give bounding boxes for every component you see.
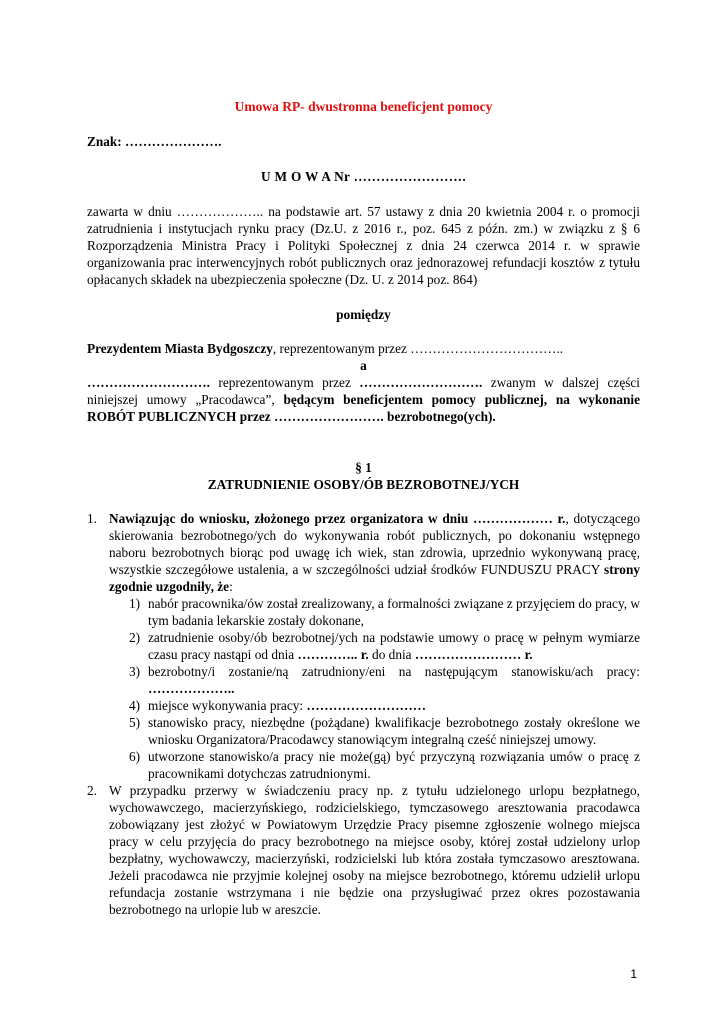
sub-clause-list [109,595,640,782]
party-two-beneficiary: będącym beneficjentem pomocy publicznej, na wykonanie ROBÓT PUBLICZNYCH przez ……………………. bezrobotnego(ych). [87,392,640,424]
party-two-text-1: reprezentowanym przez [210,375,360,390]
contract-heading: U M O W A Nr ……………………. [261,169,466,184]
clause-1-agreed: strony zgodnie uzgodniły, że [109,562,640,594]
sub-clause-item [109,748,640,782]
sub-clause-number: 4) [129,698,141,713]
party-two-text-2: zwanym w dalszej części niniejszej umowy „Pracodawca”, [87,375,640,407]
sub-clause-number: 1) [129,596,141,611]
sub-clause-item [109,663,640,697]
document-page [87,98,640,918]
reference-number: Znak: …………………. [87,134,222,149]
clause-number: 2. [87,783,97,798]
sub-clause-text: utworzone stanowisko/a pracy nie może(gą) być przyczyną rozwiązania umów o pracę z pracownikami dotychczas zatrudnionymi. [148,749,640,781]
sub-clause-item [109,714,640,748]
sub-clause-text: do dnia [368,647,415,662]
party-two-rep-blank: ………………………. [359,375,483,390]
sub-clause-number: 6) [129,749,141,764]
clause-1-text: , dotyczącego skierowania bezrobotnego/ych do wykonywania robót publicznych, po dokonaniu wstępnego naboru bezrobotnych biorąc pod uwagę ich wiek, stan zdrowia, uprzednio wykonywaną pracę, wszystkie szczegółowe ustalenia, a w szczególności udział środków FUNDUSZU PRACY [109,511,640,577]
party-one-name: Prezydentem Miasta Bydgoszczy [87,341,273,356]
sub-clause-item [109,629,640,663]
between-label: pomiędzy [336,307,391,322]
sub-clause-number: 3) [129,664,141,679]
party-two-name-blank: ………………………. [87,375,210,390]
clause-item-1 [87,510,640,782]
position-blank: ……………….. [148,681,235,696]
sub-clause-number: 5) [129,715,141,730]
end-date-blank: …………………… r. [414,647,533,662]
start-date-blank: ………….. r. [297,647,369,662]
clause-number: 1. [87,511,97,526]
document-title: Umowa RP- dwustronna beneficjent pomocy [234,99,493,114]
section-heading: ZATRUDNIENIE OSOBY/ÓB BEZROBOTNEJ/YCH [207,477,520,492]
intro-paragraph: zawarta w dniu ……………….. na podstawie art. 57 ustawy z dnia 20 kwietnia 2004 r. o promocji zatrudnienia i instytucjach rynku pracy (Dz.U. z 2016 r., poz. 645 z późn. zm.) w związku z § 6 Rozporządzenia Ministra Pracy i Polityki Społecznej z dnia 24 czerwca 2014 r. w sprawie organizowania prac interwencyjnych robót publicznych oraz jednorazowej refundacji kosztów z tytułu opłacanych składek na ubezpieczenia społeczne (Dz. U. z 2014 poz. 864) [87,204,640,287]
and-label: a [360,358,367,373]
clause-list [87,510,640,918]
party-one-rest: , reprezentowanym przez …………………………….. [272,341,564,356]
party-one [87,340,640,357]
sub-clause-text: nabór pracownika/ów został zrealizowany, a formalności związane z przyjęciem do pracy, w tym badania lekarskie zostały dokonane, [148,596,640,628]
sub-clause-item [109,697,640,714]
sub-clause-text: stanowisko pracy, niezbędne (pożądane) kwalifikacje bezrobotnego zostały określone we wniosku Organizatora/Pracodawcy stanowiącym integralną cześć niniejszej umowy. [148,715,640,747]
sub-clause-text: miejsce wykonywania pracy: [148,698,307,713]
party-two [87,374,640,425]
clause-2-text: W przypadku przerwy w świadczeniu pracy np. z tytułu udzielonego urlopu bezpłatnego, wychowawczego, macierzyńskiego, rodzicielskiego, tymczasowego aresztowania pracodawca zobowiązany jest złożyć w Powiatowym Urzędzie Pracy pisemne zgłoszenie wolnego miejsca pracy w celu przyjęcia do pracy bezrobotnego na miejsce osoby, której został udzielony urlop bezpłatny, wychowawczy, macierzyński, rodzicielski lub która została tymczasowo aresztowana. Jeżeli pracodawca nie przyjmie kolejnej osoby na miejsce bezrobotnego, któremu udzielił urlopu refundacja zostanie wstrzymana i nie będzie ona przysługiwać przez okres pozostawania bezrobotnego na urlopie lub w areszcie. [109,783,640,917]
sub-clause-item [109,595,640,629]
clause-1-colon: : [229,579,233,594]
workplace-blank: ……………………… [306,698,427,713]
clause-1-bold-intro: Nawiązując do wniosku, złożonego przez organizatora w dniu ……………… r. [109,511,566,526]
section-number: § 1 [355,460,372,475]
sub-clause-text: bezrobotny/i zostanie/ną zatrudniony/eni na następującym stanowisku/ach pracy: [148,664,640,679]
clause-item-2 [87,782,640,918]
page-number: 1 [630,967,637,981]
sub-clause-number: 2) [129,630,141,645]
sub-clause-text: zatrudnienie osoby/ób bezrobotnej/ych na podstawie umowy o pracę w pełnym wymiarze czasu pracy nastąpi od dnia [148,630,640,662]
